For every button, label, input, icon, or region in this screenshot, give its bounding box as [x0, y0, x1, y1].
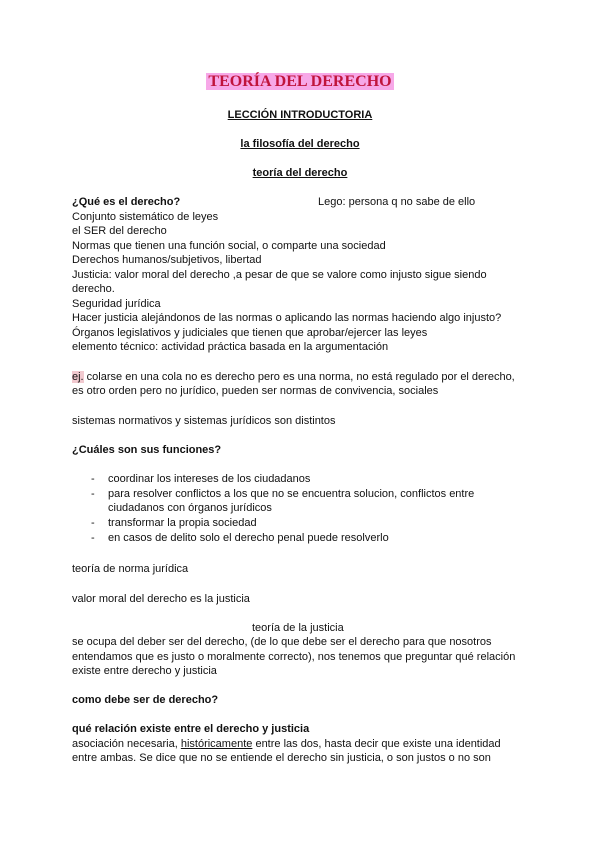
function-item-continued: ciudadanos con órganos jurídicos: [108, 502, 272, 514]
definition-line: Seguridad jurídica: [72, 298, 161, 310]
heading-como-debe-ser: como debe ser de derecho?: [72, 694, 219, 706]
definition-line: elemento técnico: actividad práctica basada en la argumentación: [72, 341, 389, 353]
definition-line: Justicia: valor moral del derecho ,a pesar de que se valore como injusto sigue siendo: [72, 269, 487, 281]
definition-line: Órganos legislativos y judiciales que tienen que aprobar/ejercer las leyes: [72, 327, 428, 339]
example-text: colarse en una cola no es derecho pero es una norma, no está regulado por el derecho,: [83, 371, 515, 383]
heading-relacion: qué relación existe entre el derecho y justicia: [72, 723, 310, 735]
subtitle-teoria: teoría del derecho: [252, 167, 348, 179]
example-line-1: [72, 370, 515, 384]
subtitle-filosofia: la filosofía del derecho: [240, 138, 360, 150]
bullet-dash: -: [91, 488, 95, 500]
function-item: coordinar los intereses de los ciudadanos: [108, 473, 311, 485]
lego-note: Lego: persona q no sabe de ello: [318, 196, 476, 208]
relacion-line-2: entre ambas. Se dice que no se entiende el derecho sin justicia, o son justos o no son: [72, 752, 491, 764]
function-item: en casos de delito solo el derecho penal puede resolverlo: [108, 532, 389, 544]
relacion-post: entre las dos, hasta decir que existe una identidad: [252, 738, 501, 750]
bullet-dash: -: [91, 532, 95, 544]
justicia-line: entendamos que es justo o moralmente correcto), nos tenemos que preguntar qué relación: [72, 651, 516, 663]
subtitle-leccion: LECCIÓN INTRODUCTORIA: [227, 109, 373, 121]
definition-line: Conjunto sistemático de leyes: [72, 211, 219, 223]
definition-line: Derechos humanos/subjetivos, libertad: [72, 254, 262, 266]
title-row: [0, 72, 600, 91]
function-item: transformar la propia sociedad: [108, 517, 257, 529]
systems-line: sistemas normativos y sistemas jurídicos son distintos: [72, 415, 336, 427]
relacion-underlined: históricamente: [180, 738, 253, 750]
justicia-line: se ocupa del deber ser del derecho, (de lo que debe ser el derecho para que nosotros: [72, 636, 492, 648]
relacion-line-1: [72, 737, 501, 751]
justicia-line: existe entre derecho y justicia: [72, 665, 217, 677]
heading-que-es-derecho: ¿Qué es el derecho?: [72, 196, 181, 208]
document-title: TEORÍA DEL DERECHO: [208, 73, 392, 90]
relacion-pre: asociación necesaria,: [72, 738, 181, 750]
definition-line: Hacer justicia alejándonos de las normas o aplicando las normas haciendo algo injusto?: [72, 312, 502, 324]
bullet-dash: -: [91, 517, 95, 529]
heading-funciones: ¿Cuáles son sus funciones?: [72, 444, 222, 456]
valor-line: valor moral del derecho es la justicia: [72, 593, 250, 605]
definition-line: Normas que tienen una función social, o comparte una sociedad: [72, 240, 386, 252]
definition-line: derecho.: [72, 283, 115, 295]
definition-line: el SER del derecho: [72, 225, 167, 237]
justicia-heading: teoría de la justicia: [252, 622, 344, 634]
function-item: para resolver conflictos a los que no se encuentra solucion, conflictos entre: [108, 488, 475, 500]
example-tag: ej.: [72, 371, 84, 383]
example-line-2: es otro orden pero no jurídico, pueden ser normas de convivencia, sociales: [72, 385, 439, 397]
norma-line: teoría de norma jurídica: [72, 563, 189, 575]
bullet-dash: -: [91, 473, 95, 485]
